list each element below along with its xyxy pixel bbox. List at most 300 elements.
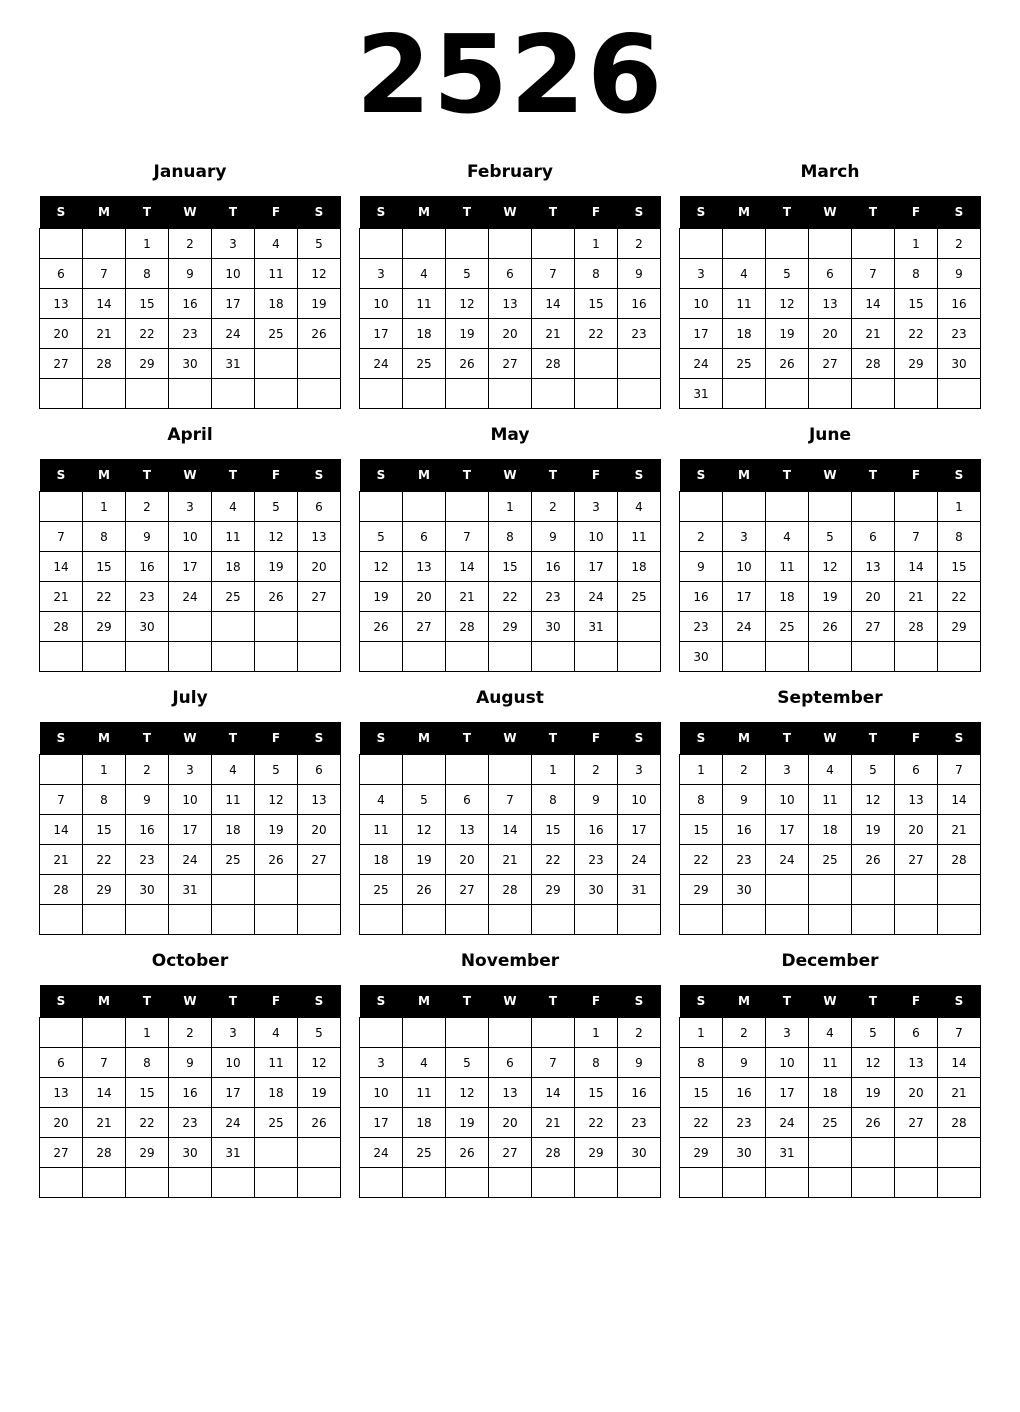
- day-cell[interactable]: 25: [403, 349, 446, 379]
- day-cell[interactable]: 21: [40, 582, 83, 612]
- day-cell[interactable]: 3: [169, 755, 212, 785]
- day-cell[interactable]: 26: [809, 612, 852, 642]
- day-cell[interactable]: 21: [83, 319, 126, 349]
- day-cell[interactable]: 12: [446, 289, 489, 319]
- day-cell[interactable]: 13: [489, 1078, 532, 1108]
- day-cell[interactable]: 28: [532, 349, 575, 379]
- day-cell[interactable]: 9: [532, 522, 575, 552]
- day-cell[interactable]: 17: [212, 289, 255, 319]
- day-cell[interactable]: 30: [532, 612, 575, 642]
- day-cell[interactable]: 14: [532, 289, 575, 319]
- day-cell[interactable]: 15: [680, 815, 723, 845]
- day-cell[interactable]: 8: [126, 1048, 169, 1078]
- day-cell[interactable]: 28: [938, 845, 981, 875]
- day-cell[interactable]: 1: [532, 755, 575, 785]
- day-cell[interactable]: 17: [680, 319, 723, 349]
- day-cell[interactable]: 21: [40, 845, 83, 875]
- day-cell[interactable]: 22: [895, 319, 938, 349]
- day-cell[interactable]: 6: [298, 755, 341, 785]
- day-cell[interactable]: 3: [212, 229, 255, 259]
- day-cell[interactable]: 21: [532, 1108, 575, 1138]
- day-cell[interactable]: 1: [83, 755, 126, 785]
- day-cell[interactable]: 5: [852, 1018, 895, 1048]
- day-cell[interactable]: 20: [298, 552, 341, 582]
- day-cell[interactable]: 3: [766, 755, 809, 785]
- day-cell[interactable]: 26: [298, 1108, 341, 1138]
- day-cell[interactable]: 31: [212, 349, 255, 379]
- day-cell[interactable]: 20: [489, 1108, 532, 1138]
- day-cell[interactable]: 31: [212, 1138, 255, 1168]
- day-cell[interactable]: 10: [360, 1078, 403, 1108]
- day-cell[interactable]: 29: [680, 1138, 723, 1168]
- day-cell[interactable]: 19: [852, 815, 895, 845]
- day-cell[interactable]: 19: [255, 552, 298, 582]
- day-cell[interactable]: 6: [489, 259, 532, 289]
- day-cell[interactable]: 4: [255, 1018, 298, 1048]
- day-cell[interactable]: 7: [532, 1048, 575, 1078]
- day-cell[interactable]: 16: [618, 1078, 661, 1108]
- day-cell[interactable]: 21: [446, 582, 489, 612]
- day-cell[interactable]: 3: [723, 522, 766, 552]
- day-cell[interactable]: 14: [83, 289, 126, 319]
- day-cell[interactable]: 23: [680, 612, 723, 642]
- day-cell[interactable]: 11: [809, 1048, 852, 1078]
- day-cell[interactable]: 14: [489, 815, 532, 845]
- day-cell[interactable]: 19: [360, 582, 403, 612]
- day-cell[interactable]: 7: [895, 522, 938, 552]
- day-cell[interactable]: 10: [360, 289, 403, 319]
- day-cell[interactable]: 22: [575, 319, 618, 349]
- day-cell[interactable]: 24: [766, 845, 809, 875]
- day-cell[interactable]: 4: [360, 785, 403, 815]
- day-cell[interactable]: 24: [169, 845, 212, 875]
- day-cell[interactable]: 10: [212, 259, 255, 289]
- day-cell[interactable]: 9: [618, 1048, 661, 1078]
- day-cell[interactable]: 6: [403, 522, 446, 552]
- day-cell[interactable]: 1: [126, 229, 169, 259]
- day-cell[interactable]: 1: [575, 1018, 618, 1048]
- day-cell[interactable]: 8: [532, 785, 575, 815]
- day-cell[interactable]: 5: [298, 1018, 341, 1048]
- day-cell[interactable]: 4: [212, 492, 255, 522]
- day-cell[interactable]: 23: [723, 1108, 766, 1138]
- day-cell[interactable]: 28: [938, 1108, 981, 1138]
- day-cell[interactable]: 1: [895, 229, 938, 259]
- day-cell[interactable]: 14: [40, 552, 83, 582]
- day-cell[interactable]: 24: [723, 612, 766, 642]
- day-cell[interactable]: 2: [169, 229, 212, 259]
- day-cell[interactable]: 7: [40, 785, 83, 815]
- day-cell[interactable]: 26: [255, 582, 298, 612]
- day-cell[interactable]: 27: [895, 1108, 938, 1138]
- day-cell[interactable]: 12: [255, 522, 298, 552]
- day-cell[interactable]: 13: [298, 522, 341, 552]
- day-cell[interactable]: 20: [298, 815, 341, 845]
- day-cell[interactable]: 4: [212, 755, 255, 785]
- day-cell[interactable]: 13: [403, 552, 446, 582]
- day-cell[interactable]: 3: [680, 259, 723, 289]
- day-cell[interactable]: 24: [766, 1108, 809, 1138]
- day-cell[interactable]: 28: [83, 1138, 126, 1168]
- day-cell[interactable]: 17: [360, 319, 403, 349]
- day-cell[interactable]: 15: [126, 289, 169, 319]
- day-cell[interactable]: 4: [723, 259, 766, 289]
- day-cell[interactable]: 23: [169, 1108, 212, 1138]
- day-cell[interactable]: 28: [895, 612, 938, 642]
- day-cell[interactable]: 26: [852, 845, 895, 875]
- day-cell[interactable]: 12: [446, 1078, 489, 1108]
- day-cell[interactable]: 31: [169, 875, 212, 905]
- day-cell[interactable]: 9: [126, 785, 169, 815]
- day-cell[interactable]: 28: [852, 349, 895, 379]
- day-cell[interactable]: 9: [575, 785, 618, 815]
- day-cell[interactable]: 3: [360, 1048, 403, 1078]
- day-cell[interactable]: 2: [126, 755, 169, 785]
- day-cell[interactable]: 17: [212, 1078, 255, 1108]
- day-cell[interactable]: 20: [852, 582, 895, 612]
- day-cell[interactable]: 5: [446, 259, 489, 289]
- day-cell[interactable]: 13: [489, 289, 532, 319]
- day-cell[interactable]: 21: [895, 582, 938, 612]
- day-cell[interactable]: 26: [298, 319, 341, 349]
- day-cell[interactable]: 22: [575, 1108, 618, 1138]
- day-cell[interactable]: 20: [489, 319, 532, 349]
- day-cell[interactable]: 1: [680, 1018, 723, 1048]
- day-cell[interactable]: 28: [446, 612, 489, 642]
- day-cell[interactable]: 8: [938, 522, 981, 552]
- day-cell[interactable]: 21: [938, 815, 981, 845]
- day-cell[interactable]: 22: [126, 319, 169, 349]
- day-cell[interactable]: 9: [938, 259, 981, 289]
- day-cell[interactable]: 4: [809, 755, 852, 785]
- day-cell[interactable]: 30: [169, 349, 212, 379]
- day-cell[interactable]: 16: [169, 1078, 212, 1108]
- day-cell[interactable]: 27: [403, 612, 446, 642]
- day-cell[interactable]: 20: [895, 815, 938, 845]
- day-cell[interactable]: 14: [83, 1078, 126, 1108]
- day-cell[interactable]: 19: [809, 582, 852, 612]
- day-cell[interactable]: 25: [255, 1108, 298, 1138]
- day-cell[interactable]: 10: [169, 522, 212, 552]
- day-cell[interactable]: 9: [169, 259, 212, 289]
- day-cell[interactable]: 13: [895, 1048, 938, 1078]
- day-cell[interactable]: 16: [723, 815, 766, 845]
- day-cell[interactable]: 2: [575, 755, 618, 785]
- day-cell[interactable]: 21: [852, 319, 895, 349]
- day-cell[interactable]: 3: [360, 259, 403, 289]
- day-cell[interactable]: 23: [575, 845, 618, 875]
- day-cell[interactable]: 17: [360, 1108, 403, 1138]
- day-cell[interactable]: 14: [938, 1048, 981, 1078]
- day-cell[interactable]: 23: [723, 845, 766, 875]
- day-cell[interactable]: 18: [255, 1078, 298, 1108]
- day-cell[interactable]: 8: [895, 259, 938, 289]
- day-cell[interactable]: 24: [212, 319, 255, 349]
- day-cell[interactable]: 10: [723, 552, 766, 582]
- day-cell[interactable]: 10: [680, 289, 723, 319]
- day-cell[interactable]: 31: [766, 1138, 809, 1168]
- day-cell[interactable]: 5: [298, 229, 341, 259]
- day-cell[interactable]: 4: [618, 492, 661, 522]
- day-cell[interactable]: 1: [489, 492, 532, 522]
- day-cell[interactable]: 10: [618, 785, 661, 815]
- day-cell[interactable]: 27: [489, 349, 532, 379]
- day-cell[interactable]: 18: [809, 815, 852, 845]
- day-cell[interactable]: 30: [723, 1138, 766, 1168]
- day-cell[interactable]: 13: [40, 289, 83, 319]
- day-cell[interactable]: 5: [403, 785, 446, 815]
- day-cell[interactable]: 5: [255, 755, 298, 785]
- day-cell[interactable]: 15: [938, 552, 981, 582]
- day-cell[interactable]: 31: [618, 875, 661, 905]
- day-cell[interactable]: 2: [618, 229, 661, 259]
- day-cell[interactable]: 9: [618, 259, 661, 289]
- day-cell[interactable]: 30: [169, 1138, 212, 1168]
- day-cell[interactable]: 12: [298, 1048, 341, 1078]
- day-cell[interactable]: 23: [618, 1108, 661, 1138]
- day-cell[interactable]: 19: [298, 289, 341, 319]
- day-cell[interactable]: 11: [212, 785, 255, 815]
- day-cell[interactable]: 25: [255, 319, 298, 349]
- day-cell[interactable]: 17: [618, 815, 661, 845]
- day-cell[interactable]: 7: [40, 522, 83, 552]
- day-cell[interactable]: 25: [212, 845, 255, 875]
- day-cell[interactable]: 29: [83, 612, 126, 642]
- day-cell[interactable]: 12: [255, 785, 298, 815]
- day-cell[interactable]: 29: [575, 1138, 618, 1168]
- day-cell[interactable]: 4: [766, 522, 809, 552]
- day-cell[interactable]: 10: [169, 785, 212, 815]
- day-cell[interactable]: 4: [403, 1048, 446, 1078]
- day-cell[interactable]: 7: [446, 522, 489, 552]
- day-cell[interactable]: 6: [895, 1018, 938, 1048]
- day-cell[interactable]: 11: [360, 815, 403, 845]
- day-cell[interactable]: 25: [618, 582, 661, 612]
- day-cell[interactable]: 29: [83, 875, 126, 905]
- day-cell[interactable]: 7: [852, 259, 895, 289]
- day-cell[interactable]: 17: [766, 815, 809, 845]
- day-cell[interactable]: 27: [298, 845, 341, 875]
- day-cell[interactable]: 29: [126, 349, 169, 379]
- day-cell[interactable]: 8: [83, 785, 126, 815]
- day-cell[interactable]: 25: [360, 875, 403, 905]
- day-cell[interactable]: 31: [680, 379, 723, 409]
- day-cell[interactable]: 2: [169, 1018, 212, 1048]
- day-cell[interactable]: 29: [895, 349, 938, 379]
- day-cell[interactable]: 22: [83, 582, 126, 612]
- day-cell[interactable]: 11: [809, 785, 852, 815]
- day-cell[interactable]: 24: [575, 582, 618, 612]
- day-cell[interactable]: 19: [446, 319, 489, 349]
- day-cell[interactable]: 26: [360, 612, 403, 642]
- day-cell[interactable]: 30: [723, 875, 766, 905]
- day-cell[interactable]: 3: [212, 1018, 255, 1048]
- day-cell[interactable]: 13: [40, 1078, 83, 1108]
- day-cell[interactable]: 24: [360, 1138, 403, 1168]
- day-cell[interactable]: 11: [212, 522, 255, 552]
- day-cell[interactable]: 30: [938, 349, 981, 379]
- day-cell[interactable]: 27: [40, 1138, 83, 1168]
- day-cell[interactable]: 26: [446, 349, 489, 379]
- day-cell[interactable]: 25: [809, 1108, 852, 1138]
- day-cell[interactable]: 10: [212, 1048, 255, 1078]
- day-cell[interactable]: 16: [126, 552, 169, 582]
- day-cell[interactable]: 17: [169, 815, 212, 845]
- day-cell[interactable]: 24: [212, 1108, 255, 1138]
- day-cell[interactable]: 16: [618, 289, 661, 319]
- day-cell[interactable]: 30: [618, 1138, 661, 1168]
- day-cell[interactable]: 8: [680, 1048, 723, 1078]
- day-cell[interactable]: 3: [618, 755, 661, 785]
- day-cell[interactable]: 16: [532, 552, 575, 582]
- day-cell[interactable]: 24: [618, 845, 661, 875]
- day-cell[interactable]: 30: [575, 875, 618, 905]
- day-cell[interactable]: 23: [532, 582, 575, 612]
- day-cell[interactable]: 10: [766, 1048, 809, 1078]
- day-cell[interactable]: 19: [446, 1108, 489, 1138]
- day-cell[interactable]: 18: [212, 552, 255, 582]
- day-cell[interactable]: 12: [852, 785, 895, 815]
- day-cell[interactable]: 11: [403, 1078, 446, 1108]
- day-cell[interactable]: 12: [403, 815, 446, 845]
- day-cell[interactable]: 1: [680, 755, 723, 785]
- day-cell[interactable]: 2: [618, 1018, 661, 1048]
- day-cell[interactable]: 6: [852, 522, 895, 552]
- day-cell[interactable]: 21: [83, 1108, 126, 1138]
- day-cell[interactable]: 23: [126, 582, 169, 612]
- day-cell[interactable]: 6: [489, 1048, 532, 1078]
- day-cell[interactable]: 19: [766, 319, 809, 349]
- day-cell[interactable]: 8: [575, 259, 618, 289]
- day-cell[interactable]: 28: [40, 875, 83, 905]
- day-cell[interactable]: 27: [852, 612, 895, 642]
- day-cell[interactable]: 16: [169, 289, 212, 319]
- day-cell[interactable]: 7: [938, 1018, 981, 1048]
- day-cell[interactable]: 26: [446, 1138, 489, 1168]
- day-cell[interactable]: 27: [489, 1138, 532, 1168]
- day-cell[interactable]: 2: [680, 522, 723, 552]
- day-cell[interactable]: 9: [723, 785, 766, 815]
- day-cell[interactable]: 19: [298, 1078, 341, 1108]
- day-cell[interactable]: 14: [40, 815, 83, 845]
- day-cell[interactable]: 25: [809, 845, 852, 875]
- day-cell[interactable]: 23: [618, 319, 661, 349]
- day-cell[interactable]: 11: [723, 289, 766, 319]
- day-cell[interactable]: 15: [126, 1078, 169, 1108]
- day-cell[interactable]: 31: [575, 612, 618, 642]
- day-cell[interactable]: 5: [360, 522, 403, 552]
- day-cell[interactable]: 24: [680, 349, 723, 379]
- day-cell[interactable]: 22: [938, 582, 981, 612]
- day-cell[interactable]: 30: [126, 612, 169, 642]
- day-cell[interactable]: 1: [938, 492, 981, 522]
- day-cell[interactable]: 22: [126, 1108, 169, 1138]
- day-cell[interactable]: 3: [575, 492, 618, 522]
- day-cell[interactable]: 19: [403, 845, 446, 875]
- day-cell[interactable]: 17: [575, 552, 618, 582]
- day-cell[interactable]: 25: [212, 582, 255, 612]
- day-cell[interactable]: 2: [126, 492, 169, 522]
- day-cell[interactable]: 3: [169, 492, 212, 522]
- day-cell[interactable]: 19: [852, 1078, 895, 1108]
- day-cell[interactable]: 18: [723, 319, 766, 349]
- day-cell[interactable]: 15: [532, 815, 575, 845]
- day-cell[interactable]: 16: [680, 582, 723, 612]
- day-cell[interactable]: 29: [126, 1138, 169, 1168]
- day-cell[interactable]: 6: [446, 785, 489, 815]
- day-cell[interactable]: 30: [680, 642, 723, 672]
- day-cell[interactable]: 10: [766, 785, 809, 815]
- day-cell[interactable]: 9: [126, 522, 169, 552]
- day-cell[interactable]: 30: [126, 875, 169, 905]
- day-cell[interactable]: 5: [766, 259, 809, 289]
- day-cell[interactable]: 9: [680, 552, 723, 582]
- day-cell[interactable]: 20: [809, 319, 852, 349]
- day-cell[interactable]: 7: [532, 259, 575, 289]
- day-cell[interactable]: 18: [766, 582, 809, 612]
- day-cell[interactable]: 7: [83, 1048, 126, 1078]
- day-cell[interactable]: 4: [403, 259, 446, 289]
- day-cell[interactable]: 19: [255, 815, 298, 845]
- day-cell[interactable]: 26: [255, 845, 298, 875]
- day-cell[interactable]: 5: [852, 755, 895, 785]
- day-cell[interactable]: 28: [83, 349, 126, 379]
- day-cell[interactable]: 23: [169, 319, 212, 349]
- day-cell[interactable]: 7: [83, 259, 126, 289]
- day-cell[interactable]: 29: [938, 612, 981, 642]
- day-cell[interactable]: 2: [938, 229, 981, 259]
- day-cell[interactable]: 20: [403, 582, 446, 612]
- day-cell[interactable]: 12: [360, 552, 403, 582]
- day-cell[interactable]: 27: [446, 875, 489, 905]
- day-cell[interactable]: 26: [766, 349, 809, 379]
- day-cell[interactable]: 13: [446, 815, 489, 845]
- day-cell[interactable]: 21: [938, 1078, 981, 1108]
- day-cell[interactable]: 18: [403, 1108, 446, 1138]
- day-cell[interactable]: 18: [212, 815, 255, 845]
- day-cell[interactable]: 18: [809, 1078, 852, 1108]
- day-cell[interactable]: 29: [680, 875, 723, 905]
- day-cell[interactable]: 11: [766, 552, 809, 582]
- day-cell[interactable]: 5: [809, 522, 852, 552]
- day-cell[interactable]: 22: [489, 582, 532, 612]
- day-cell[interactable]: 14: [532, 1078, 575, 1108]
- day-cell[interactable]: 18: [255, 289, 298, 319]
- day-cell[interactable]: 12: [809, 552, 852, 582]
- day-cell[interactable]: 6: [40, 1048, 83, 1078]
- day-cell[interactable]: 10: [575, 522, 618, 552]
- day-cell[interactable]: 27: [809, 349, 852, 379]
- day-cell[interactable]: 5: [255, 492, 298, 522]
- day-cell[interactable]: 28: [40, 612, 83, 642]
- day-cell[interactable]: 11: [255, 259, 298, 289]
- day-cell[interactable]: 22: [83, 845, 126, 875]
- day-cell[interactable]: 9: [723, 1048, 766, 1078]
- day-cell[interactable]: 27: [895, 845, 938, 875]
- day-cell[interactable]: 8: [83, 522, 126, 552]
- day-cell[interactable]: 23: [126, 845, 169, 875]
- day-cell[interactable]: 17: [169, 552, 212, 582]
- day-cell[interactable]: 15: [83, 552, 126, 582]
- day-cell[interactable]: 21: [532, 319, 575, 349]
- day-cell[interactable]: 4: [809, 1018, 852, 1048]
- day-cell[interactable]: 25: [766, 612, 809, 642]
- day-cell[interactable]: 12: [852, 1048, 895, 1078]
- day-cell[interactable]: 8: [126, 259, 169, 289]
- day-cell[interactable]: 2: [723, 1018, 766, 1048]
- day-cell[interactable]: 26: [403, 875, 446, 905]
- day-cell[interactable]: 24: [169, 582, 212, 612]
